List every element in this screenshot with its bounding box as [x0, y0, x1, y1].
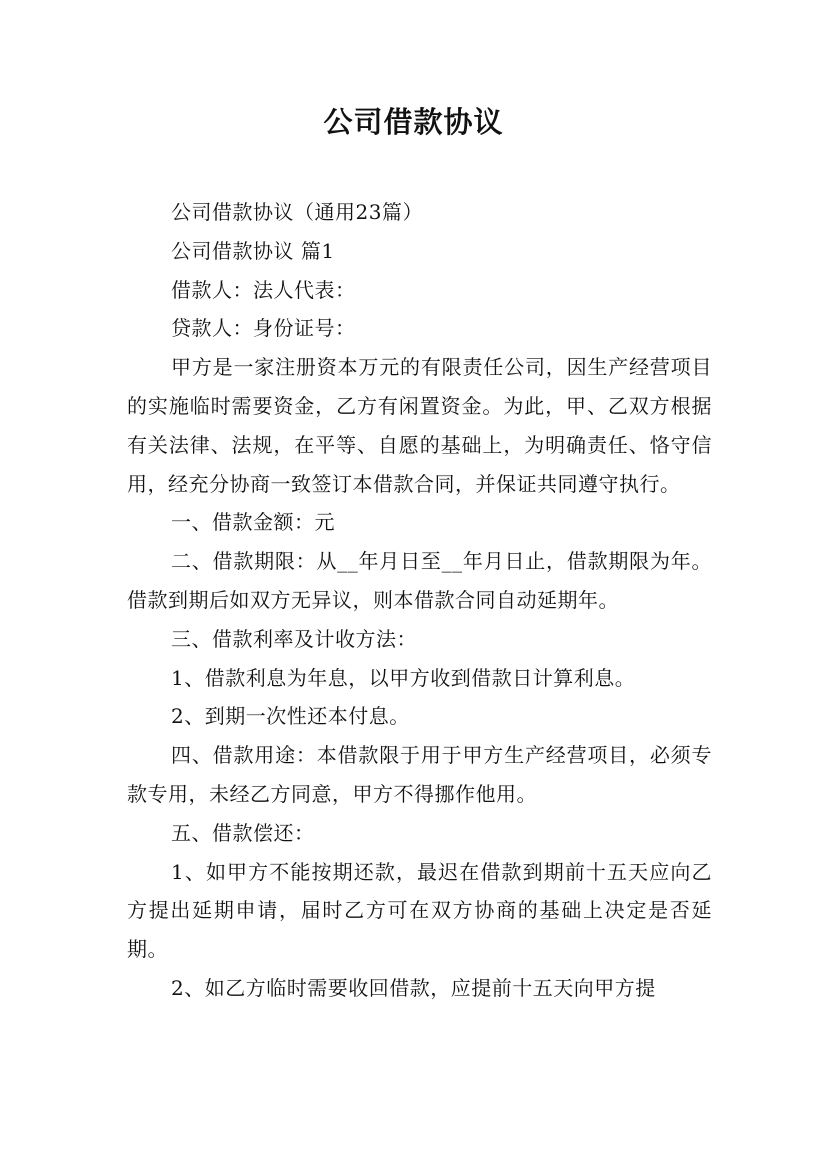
paragraph: 2、如乙方临时需要收回借款，应提前十五天向甲方提 — [171, 975, 656, 1000]
paragraph: 1、借款利息为年息，以甲方收到借款日计算利息。 — [171, 665, 636, 690]
paragraph: 公司借款协议（通用23篇） — [171, 200, 423, 224]
paragraph: 借款人：法人代表： — [171, 277, 356, 302]
document-body — [127, 193, 712, 1008]
document-title: 公司借款协议 — [323, 105, 504, 139]
paragraph: 五、借款偿还： — [171, 820, 315, 845]
paragraph: 二、借款期限：从__年月日至__年月日止，借款期限为年。借款到期后如双方无异议，则本借款合同自动延期年。 — [127, 549, 712, 612]
paragraph: 四、借款用途：本借款限于用于甲方生产经营项目，必须专款专用，未经乙方同意，甲方不得挪作他用。 — [127, 743, 712, 806]
paragraph: 公司借款协议 篇1 — [171, 238, 335, 263]
paragraph: 甲方是一家注册资本万元的有限责任公司，因生产经营项目的实施临时需要资金，乙方有闲置资金。为此，甲、乙双方根据有关法律、法规，在平等、自愿的基础上，为明确责任、恪守信用，经充分协商一致签订本借款合同，并保证共同遵守执行。 — [127, 355, 712, 496]
paragraph: 2、到期一次性还本付息。 — [171, 704, 410, 729]
paragraph: 1、如甲方不能按期还款，最迟在借款到期前十五天应向乙方提出延期申请，届时乙方可在双方协商的基础上决定是否延期。 — [127, 859, 712, 962]
paragraph: 三、借款利率及计收方法： — [171, 626, 417, 651]
paragraph: 贷款人：身份证号： — [171, 316, 356, 341]
paragraph: 一、借款金额：元 — [171, 510, 335, 535]
